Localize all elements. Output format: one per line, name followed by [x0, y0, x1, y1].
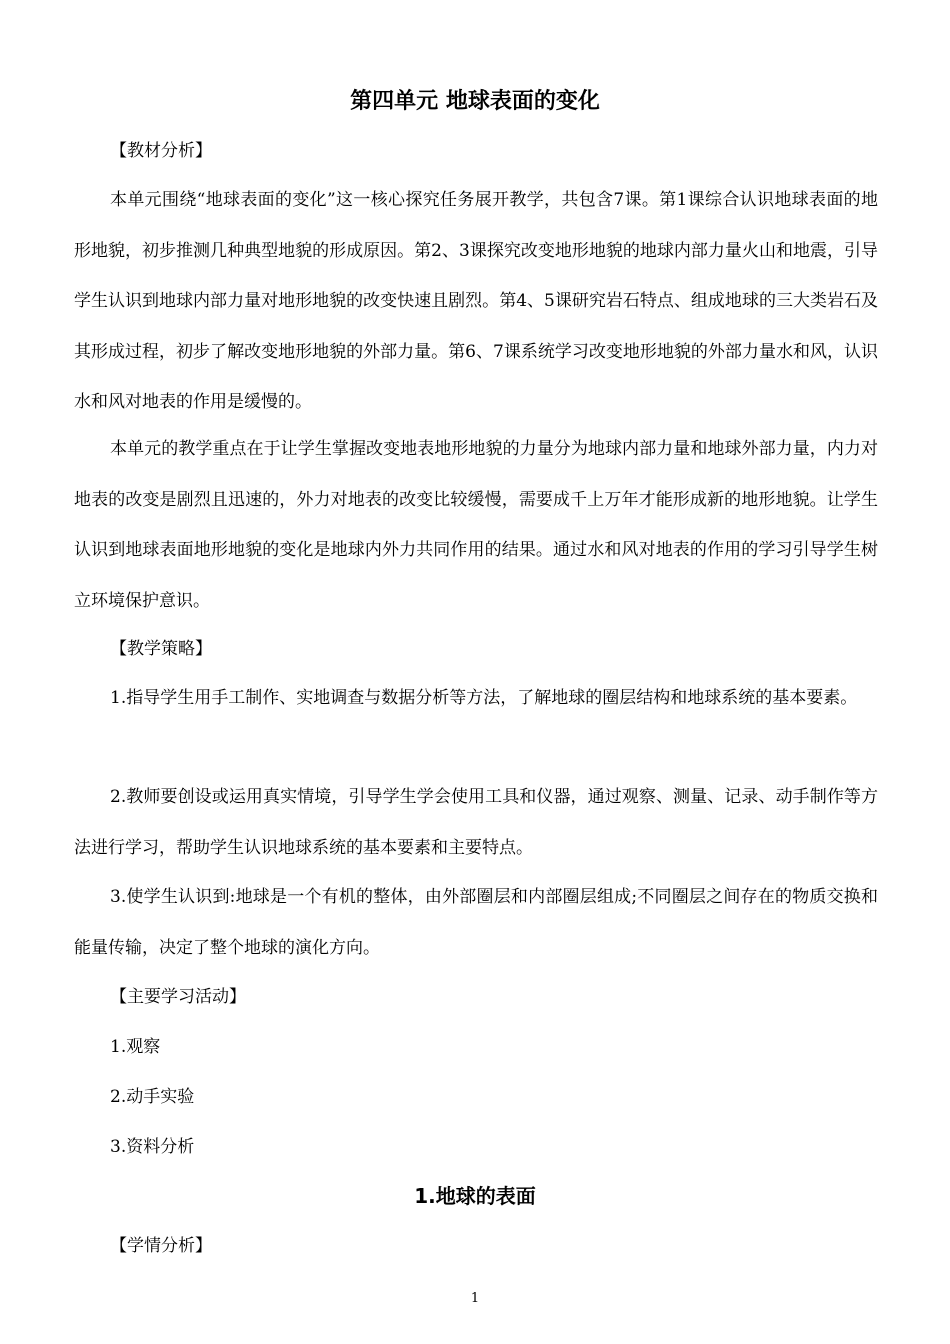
strategy-item-2: 2.教师要创设或运用真实情境，引导学生学会使用工具和仪器，通过观察、测量、记录、动手制作等方法进行学习，帮助学生认识地球系统的基本要素和主要特点。 [74, 787, 878, 858]
unit-title: 第四单元 地球表面的变化 [350, 89, 600, 114]
strategy-heading: 【教学策略】 [110, 639, 212, 659]
strategy-item-3: 3.使学生认识到:地球是一个有机的整体，由外部圈层和内部圈层组成;不同圈层之间存在的物质交换和能量传输，决定了整个地球的演化方向。 [74, 887, 878, 958]
activities-heading: 【主要学习活动】 [110, 987, 246, 1007]
textbook-analysis-paragraph-2: 本单元的教学重点在于让学生掌握改变地表地形地貌的力量分为地球内部力量和地球外部力量，内力对地表的改变是剧烈且迅速的，外力对地表的改变比较缓慢，需要成千上万年才能形成新的地形地貌。让学生认识到地球表面地形地貌的变化是地球内外力共同作用的结果。通过水和风对地表的作用的学习引导学生树立环境保护意识。 [74, 439, 878, 611]
learner-analysis-heading: 【学情分析】 [110, 1236, 212, 1256]
strategy-item-1: 1.指导学生用手工制作、实地调查与数据分析等方法，了解地球的圈层结构和地球系统的基本要素。 [110, 688, 858, 708]
activity-item-2: 2.动手实验 [110, 1087, 195, 1107]
activity-item-1: 1.观察 [110, 1037, 161, 1057]
activity-item-3: 3.资料分析 [110, 1137, 195, 1157]
page-number: 1 [470, 1291, 480, 1306]
lesson-title: 1.地球的表面 [414, 1184, 536, 1208]
textbook-analysis-paragraph-1: 本单元围绕“地球表面的变化”这一核心探究任务展开教学，共包含7课。第1课综合认识地球表面的地形地貌，初步推测几种典型地貌的形成原因。第2、3课探究改变地形地貌的地球内部力量火山和地震，引导学生认识到地球内部力量对地形地貌的改变快速且剧烈。第4、5课研究岩石特点、组成地球的三大类岩石及其形成过程，初步了解改变地形地貌的外部力量。第6、7课系统学习改变地形地貌的外部力量水和风，认识水和风对地表的作用是缓慢的。 [74, 190, 878, 412]
textbook-analysis-heading: 【教材分析】 [110, 141, 212, 161]
